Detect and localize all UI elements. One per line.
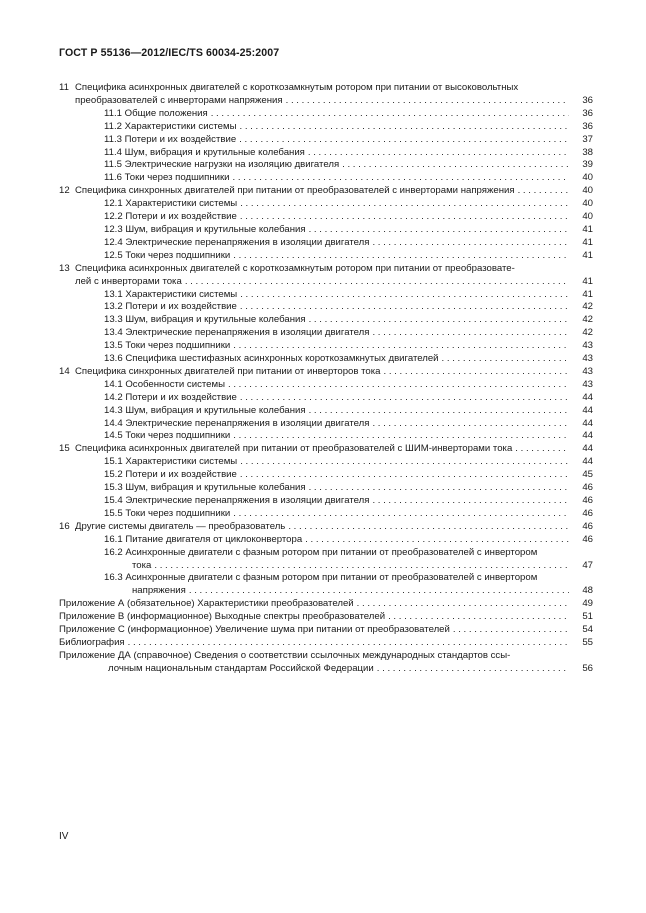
toc-entry-line[interactable] — [59, 508, 593, 521]
toc-entry-line[interactable] — [59, 430, 593, 443]
toc-entry-title: 11.4 Шум, вибрация и крутильные колебания — [104, 146, 305, 158]
toc-entry-title: 14.2 Потери и их воздействие — [104, 391, 237, 403]
toc-page-number: 54 — [582, 624, 593, 636]
toc-entry-line[interactable] — [59, 443, 593, 456]
toc-page-number: 36 — [582, 94, 593, 106]
toc-entry — [59, 624, 593, 637]
toc-entry-title: тока — [132, 559, 152, 571]
toc-entry-title: Спецификa асинхронных двигателей с короткозамкнутым ротором при питании от преобразовате- — [75, 262, 515, 274]
toc-entry-title: 13.3 Шум, вибрация и крутильные колебания — [104, 314, 306, 326]
toc-entry-title: 13.5 Токи через подшипники — [104, 340, 231, 352]
toc-page-number: 46 — [582, 507, 593, 519]
toc-entry-title: лей с инверторами тока — [75, 275, 182, 287]
toc-leader-dots — [453, 624, 569, 637]
toc-entry-title: Приложение С (информационное) Увеличение шума при питании от преобразователей — [59, 624, 450, 636]
toc-entry — [59, 469, 593, 482]
toc-page-number: 51 — [582, 611, 593, 623]
toc-entry-line[interactable] — [59, 637, 593, 650]
toc-entry-title: 16.3 Асинхронные двигатели с фазным ротором при питании от преобразователей с инвертором — [104, 572, 538, 584]
toc-page-number: 47 — [582, 559, 593, 571]
toc-entry-line[interactable] — [59, 482, 593, 495]
toc-leader-dots — [384, 366, 570, 379]
toc-entry-line[interactable] — [59, 198, 593, 211]
toc-page-number: 44 — [582, 391, 593, 403]
toc-entry-title: 16.2 Асинхронные двигатели с фазным ротором при питании от преобразователей с инвертором — [104, 546, 538, 558]
toc-entry — [59, 443, 593, 456]
toc-section-number: 15 — [59, 443, 70, 455]
toc-section-number: 16 — [59, 520, 70, 532]
toc-entry-title: лочным национальным стандартам Российской Федерации — [108, 662, 374, 674]
toc-entry-line[interactable] — [59, 250, 593, 263]
toc-entry-line[interactable] — [59, 534, 593, 547]
toc-entry-line[interactable] — [59, 185, 593, 198]
toc-entry — [59, 224, 593, 237]
toc-entry-line[interactable] — [59, 469, 593, 482]
toc-entry-title: 15.4 Электрические перенапряжения в изоляции двигателя — [104, 495, 370, 506]
toc-entry — [59, 650, 593, 676]
toc-leader-dots — [240, 456, 569, 469]
toc-leader-dots — [372, 237, 569, 250]
toc-entry — [59, 598, 593, 611]
toc-leader-dots — [185, 276, 569, 289]
toc-entry-title: 15.5 Токи через подшипники — [104, 507, 231, 519]
toc-entry — [59, 392, 593, 405]
toc-page-number: 56 — [582, 662, 593, 674]
toc-entry-line[interactable] — [59, 95, 593, 108]
toc-entry-line[interactable] — [59, 663, 593, 676]
toc-entry-line[interactable] — [59, 405, 593, 418]
toc-entry-title: Приложение ДА (справочное) Сведения о соответствии ссылочных международных стандартов ссы- — [59, 649, 511, 661]
toc-entry-line[interactable] — [59, 353, 593, 366]
toc-leader-dots — [240, 121, 570, 134]
toc-entry-title: 12.5 Токи через подшипники — [104, 249, 231, 261]
toc-entry — [59, 572, 593, 598]
toc-entry — [59, 482, 593, 495]
toc-entry-title: напряжения — [132, 585, 186, 597]
toc-leader-dots — [518, 185, 569, 198]
toc-entry — [59, 637, 593, 650]
toc-entry-line[interactable] — [59, 237, 593, 250]
toc-entry — [59, 108, 593, 121]
toc-leader-dots — [233, 250, 569, 263]
toc-leader-dots — [128, 637, 569, 650]
toc-page-number: 39 — [582, 159, 593, 171]
toc-leader-dots — [233, 172, 569, 185]
toc-leader-dots — [240, 289, 569, 302]
toc-page-number: 41 — [582, 288, 593, 300]
toc-leader-dots — [388, 611, 569, 624]
toc-entry — [59, 263, 593, 289]
toc-entry-line[interactable] — [59, 379, 593, 392]
toc-page-number: 43 — [582, 378, 593, 390]
toc-section-number: 11 — [59, 82, 69, 93]
toc-entry-title: 14.3 Шум, вибрация и крутильные колебания — [104, 404, 306, 416]
toc-entry — [59, 211, 593, 224]
toc-leader-dots — [233, 340, 569, 353]
toc-entry-title: 11.2 Характеристики системы — [104, 120, 237, 132]
toc-leader-dots — [233, 430, 569, 443]
toc-leader-dots — [309, 405, 569, 418]
toc-leader-dots — [154, 560, 569, 573]
toc-entry-title: 11.3 Потери и их воздействие — [104, 133, 237, 145]
toc-entry — [59, 353, 593, 366]
toc-entry-line[interactable] — [59, 585, 593, 598]
toc-entry-line[interactable] — [59, 366, 593, 379]
toc-entry-title: Другие системы двигатель — преобразователь — [75, 520, 286, 532]
toc-page-number: 46 — [582, 495, 593, 506]
toc-entry-title: Спецификa синхронных двигателей при питании от преобразователей с инверторами напряжения — [75, 185, 515, 197]
toc-page-number: 46 — [582, 482, 593, 494]
toc-leader-dots — [240, 469, 569, 482]
toc-entry — [59, 547, 593, 573]
toc-entry — [59, 430, 593, 443]
document-header: ГОСТ Р 55136—2012/IEC/TS 60034-25:2007 — [59, 47, 280, 59]
toc-entry-line[interactable] — [59, 495, 593, 508]
toc-entry — [59, 301, 593, 314]
toc-page-number: 36 — [582, 120, 593, 132]
toc-entry — [59, 134, 593, 147]
toc-entry-title: Приложение В (информационное) Выходные спектры преобразователей — [59, 611, 386, 623]
toc-entry-line[interactable] — [59, 134, 593, 147]
toc-leader-dots — [240, 198, 569, 211]
toc-page-number: 44 — [582, 404, 593, 416]
toc-entry — [59, 534, 593, 547]
toc-section-number: 13 — [59, 262, 70, 274]
toc-entry — [59, 237, 593, 250]
toc-entry-line[interactable] — [59, 314, 593, 327]
toc-page-number: 40 — [582, 185, 593, 197]
toc-entry-line[interactable] — [59, 611, 593, 624]
toc-entry — [59, 121, 593, 134]
toc-entry-line[interactable] — [59, 121, 593, 134]
toc-entry — [59, 147, 593, 160]
toc-entry-title: 14.4 Электрические перенапряжения в изоляции двигателя — [104, 417, 370, 429]
toc-entry-line[interactable] — [59, 172, 593, 185]
toc-entry-line[interactable] — [59, 327, 593, 340]
toc-entry — [59, 495, 593, 508]
toc-entry-title: Библиография — [59, 636, 125, 648]
toc-leader-dots — [357, 598, 569, 611]
toc-entry — [59, 198, 593, 211]
toc-page-number: 49 — [582, 598, 593, 610]
toc-leader-dots — [308, 147, 569, 160]
toc-entry-title: Спецификa асинхронных двигателей при питании от преобразователей с ШИМ-инверторами тока — [75, 443, 513, 455]
toc-section-number: 14 — [59, 365, 70, 377]
toc-leader-dots — [342, 159, 569, 172]
toc-page-number: 36 — [582, 107, 593, 119]
toc-leader-dots — [286, 95, 569, 108]
toc-entry-title: 13.6 Спецификa шестифазных асинхронных короткозамкнутых двигателей — [104, 353, 439, 365]
toc-entry-title: 12.2 Потери и их воздействие — [104, 211, 237, 223]
toc-entry — [59, 159, 593, 172]
toc-leader-dots — [240, 301, 569, 314]
toc-entry-title: 15.3 Шум, вибрация и крутильные колебания — [104, 482, 306, 494]
toc-leader-dots — [189, 585, 569, 598]
toc-entry-title: 11.1 Общие положения — [104, 107, 208, 119]
toc-leader-dots — [309, 224, 569, 237]
toc-entry-line[interactable] — [59, 211, 593, 224]
toc-entry-line[interactable] — [59, 624, 593, 637]
toc-entry-title: 12.1 Характеристики системы — [104, 198, 238, 210]
toc-entry-title: 14.5 Токи через подшипники — [104, 430, 231, 442]
toc-page-number: 46 — [582, 520, 593, 532]
toc-entry — [59, 379, 593, 392]
toc-entry-title: 15.1 Характеристики системы — [104, 456, 238, 468]
toc-entry-title: 13.1 Характеристики системы — [104, 288, 238, 300]
toc-leader-dots — [288, 521, 569, 534]
toc-entry — [59, 314, 593, 327]
toc-entry — [59, 611, 593, 624]
toc-page-number: 43 — [582, 365, 593, 377]
toc-page-number: 40 — [582, 198, 593, 210]
toc-entry — [59, 340, 593, 353]
toc-entry — [59, 82, 593, 108]
toc-entry-line[interactable] — [59, 560, 593, 573]
toc-entry-title: Спецификa асинхронных двигателей с короткозамкнутым ротором при питании от высоковольтных — [75, 82, 519, 93]
toc-leader-dots — [515, 443, 569, 456]
toc-entry-title: 14.1 Особенности системы — [104, 378, 225, 390]
toc-page-number: 42 — [582, 327, 593, 339]
toc-leader-dots — [239, 134, 569, 147]
toc-entry — [59, 327, 593, 340]
toc-entry-line[interactable] — [59, 108, 593, 121]
toc-page-number: 46 — [582, 533, 593, 545]
toc-entry-title: 12.3 Шум, вибрация и крутильные колебания — [104, 223, 306, 235]
toc-page-number: 40 — [582, 172, 593, 184]
toc-entry-line[interactable] — [59, 224, 593, 237]
toc-page-number: 37 — [582, 133, 593, 145]
toc-page-number: 55 — [582, 636, 593, 648]
toc-entry — [59, 508, 593, 521]
toc-leader-dots — [211, 108, 569, 121]
toc-page-number: 44 — [582, 443, 593, 455]
toc-entry — [59, 456, 593, 469]
toc-entry — [59, 185, 593, 198]
toc-entry-line[interactable] — [59, 301, 593, 314]
toc-entry-line[interactable] — [59, 276, 593, 289]
toc-entry-line[interactable] — [59, 392, 593, 405]
toc-leader-dots — [372, 327, 569, 340]
toc-entry — [59, 366, 593, 379]
toc-entry-title: 12.4 Электрические перенапряжения в изоляции двигателя — [104, 236, 370, 248]
toc-entry — [59, 521, 593, 534]
toc-entry-title: 13.4 Электрические перенапряжения в изоляции двигателя — [104, 327, 370, 339]
toc-page-number: 44 — [582, 456, 593, 468]
toc-leader-dots — [305, 534, 569, 547]
toc-leader-dots — [309, 482, 569, 495]
toc-page-number: 43 — [582, 340, 593, 352]
toc-entry-line[interactable] — [59, 289, 593, 302]
toc-page-number: 42 — [582, 314, 593, 326]
toc-entry-title: Спецификa синхронных двигателей при питании от инверторов тока — [75, 365, 381, 377]
toc-page-number: 43 — [582, 353, 593, 365]
toc-page-number: 41 — [582, 275, 593, 287]
toc-entry-title: 16.1 Питание двигателя от циклоконвертора — [104, 533, 303, 545]
toc-entry — [59, 250, 593, 263]
toc-leader-dots — [377, 663, 569, 676]
toc-page-number: 48 — [582, 585, 593, 597]
toc-entry — [59, 172, 593, 185]
toc-entry — [59, 418, 593, 431]
toc-entry-line[interactable] — [59, 340, 593, 353]
toc-entry-line[interactable] — [59, 147, 593, 160]
toc-entry — [59, 289, 593, 302]
toc-page-number: 41 — [582, 236, 593, 248]
toc-leader-dots — [442, 353, 569, 366]
toc-page-number: 45 — [582, 469, 593, 481]
toc-leader-dots — [372, 418, 569, 431]
toc-leader-dots — [309, 314, 569, 327]
toc-entry-line[interactable] — [59, 418, 593, 431]
toc-page-number: 41 — [582, 249, 593, 261]
toc-page-number: 40 — [582, 211, 593, 223]
toc-page-number: 44 — [582, 417, 593, 429]
toc-entry-title: 11.6 Токи через подшипники — [104, 172, 230, 184]
table-of-contents — [59, 82, 593, 676]
toc-section-number: 12 — [59, 185, 70, 197]
toc-entry-title: 15.2 Потери и их воздействие — [104, 469, 237, 481]
toc-entry-title: 11.5 Электрические нагрузки на изоляцию двигателя — [104, 159, 340, 171]
toc-page-number: 44 — [582, 430, 593, 442]
toc-leader-dots — [372, 495, 569, 508]
toc-page-number: 42 — [582, 301, 593, 313]
page-number: IV — [59, 831, 69, 842]
toc-entry — [59, 405, 593, 418]
toc-entry-line[interactable] — [59, 456, 593, 469]
toc-entry-title: преобразователей с инверторами напряжения — [75, 94, 283, 106]
toc-entry-line[interactable] — [59, 521, 593, 534]
toc-leader-dots — [240, 211, 569, 224]
toc-leader-dots — [228, 379, 569, 392]
toc-entry-line[interactable] — [59, 598, 593, 611]
toc-entry-line[interactable] — [59, 159, 593, 172]
toc-leader-dots — [233, 508, 569, 521]
toc-page-number: 41 — [582, 223, 593, 235]
toc-entry-title: 13.2 Потери и их воздействие — [104, 301, 237, 313]
toc-page-number: 38 — [582, 146, 593, 158]
toc-leader-dots — [240, 392, 569, 405]
toc-entry-title: Приложение А (обязательное) Характеристики преобразователей — [59, 598, 354, 610]
